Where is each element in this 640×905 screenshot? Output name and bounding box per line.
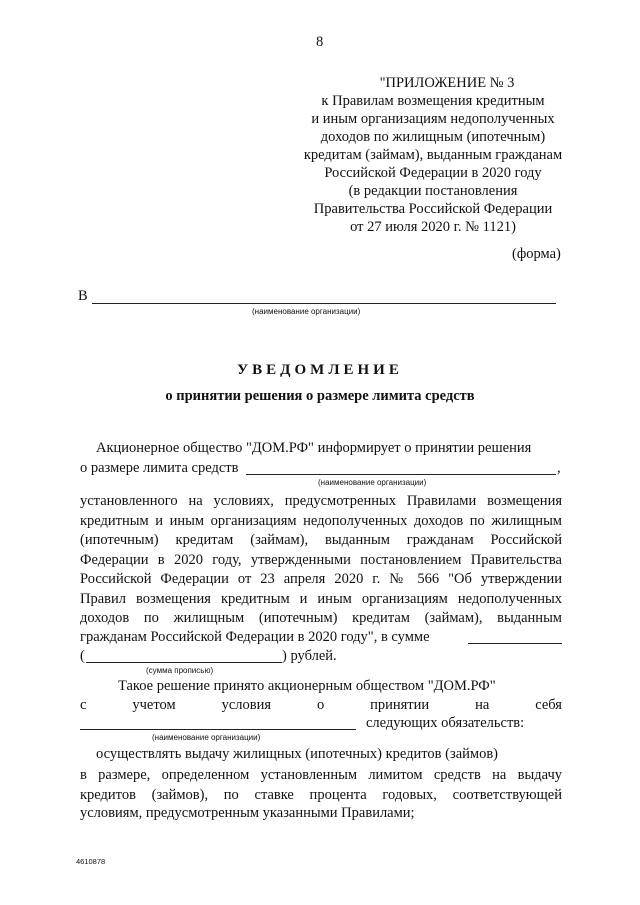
word: с (80, 697, 87, 713)
document-title: УВЕДОМЛЕНИЕ (237, 362, 403, 378)
sum-close: ) рублей. (282, 648, 337, 664)
paragraph-line: установленного на условиях, предусмотренных Правилами возмещения (80, 493, 562, 509)
paragraph-line: условиям, предусмотренным указанными Правилами; (80, 805, 415, 821)
paragraph-line: гражданам Российской Федерации в 2020 году", в сумме (80, 629, 430, 645)
appendix-line: от 27 июля 2020 г. № 1121) (350, 219, 516, 235)
paragraph-body (80, 492, 562, 629)
paragraph-body-3 (80, 766, 562, 805)
appendix-line: к Правилам возмещения кредитным (321, 93, 545, 109)
paragraph-line: о размере лимита средств (80, 460, 239, 476)
word: принятии (370, 697, 430, 713)
paragraph-line: следующих обязательств: (366, 715, 525, 731)
sum-words-blank-line (86, 662, 282, 663)
addressee-caption: (наименование организации) (252, 307, 361, 316)
paragraph-comma: , (557, 460, 561, 476)
appendix-line: Российской Федерации в 2020 году (324, 165, 542, 181)
organization-blank-line-2 (80, 729, 356, 730)
paragraph-line: Правил возмещения кредитным и иным организациям недополученных (80, 590, 562, 607)
paragraph-line: Акционерное общество "ДОМ.РФ" информирует о принятии решения (96, 440, 532, 456)
appendix-line: доходов по жилищным (ипотечным) (320, 129, 546, 145)
sum-blank-line (468, 643, 562, 644)
addressee-blank-line (92, 303, 556, 304)
appendix-line: "ПРИЛОЖЕНИЕ № 3 (379, 75, 515, 91)
organization-caption-2: (наименование организации) (152, 733, 261, 742)
sum-open-paren: ( (80, 648, 85, 664)
word: на (475, 697, 490, 713)
sum-caption: (сумма прописью) (146, 666, 214, 675)
paragraph-line: кредитным и иным организациям недополученных доходов по жилищным (80, 512, 562, 529)
word: условия (221, 697, 272, 713)
form-label: (форма) (512, 246, 561, 262)
appendix-line: и иным организациям недополученных (311, 111, 555, 127)
paragraph-line: доходов по жилищным (ипотечным) кредитам (займам), выданным (80, 610, 562, 626)
word: учетом (132, 697, 176, 713)
page-number: 8 (316, 34, 324, 50)
appendix-line: кредитам (займам), выданным гражданам (303, 147, 563, 163)
footer-code: 4610878 (76, 857, 106, 866)
paragraph-line: в размере, определенном установленным лимитом средств на выдачу (80, 767, 562, 783)
organization-caption: (наименование организации) (318, 478, 427, 487)
appendix-line: Правительства Российской Федерации (313, 201, 553, 217)
paragraph-line: (ипотечным) кредитам (займам), выданным гражданам Российской (80, 532, 562, 548)
paragraph-line: кредитов (займов), по ставке процента годовых, соответствующей (80, 786, 562, 803)
appendix-line: (в редакции постановления (348, 183, 518, 199)
word: о (316, 697, 325, 713)
addressee-prefix: В (78, 288, 88, 304)
appendix-block (288, 74, 578, 236)
organization-blank-line (246, 474, 556, 475)
word: себя (535, 697, 562, 713)
paragraph-words (80, 697, 562, 714)
document-subtitle: о принятии решения о размере лимита средств (165, 388, 475, 404)
paragraph-line: осуществлять выдачу жилищных (ипотечных) кредитов (займов) (96, 746, 498, 762)
paragraph-line: Федерации в 2020 году, утвержденными постановлением Правительства (80, 551, 562, 568)
paragraph-line: Такое решение принято акционерным обществом "ДОМ.РФ" (118, 678, 496, 694)
paragraph-line: Российской Федерации от 23 апреля 2020 г. № 566 "Об утверждении (80, 571, 562, 587)
